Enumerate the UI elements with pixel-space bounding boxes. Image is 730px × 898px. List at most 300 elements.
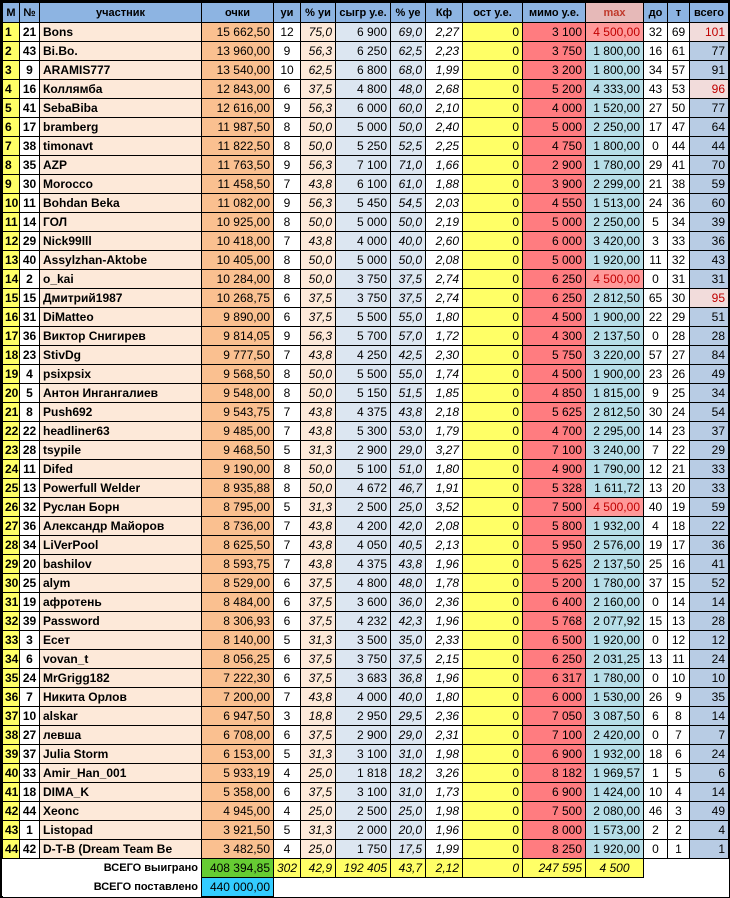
number-cell[interactable]: 33 [20, 764, 40, 783]
miss-total[interactable]: 247 595 [523, 859, 586, 878]
max-cell[interactable]: 2 812,50 [586, 289, 644, 308]
max-cell[interactable]: 2 295,00 [586, 422, 644, 441]
t-cell[interactable]: 21 [668, 460, 690, 479]
ui-cell[interactable]: 9 [274, 99, 301, 118]
pye-cell[interactable]: 60,0 [391, 99, 426, 118]
points-cell[interactable]: 8 529,00 [202, 574, 274, 593]
participant-cell[interactable]: Nick99lll [40, 232, 202, 251]
ui-cell[interactable]: 7 [274, 688, 301, 707]
points-cell[interactable]: 11 082,00 [202, 194, 274, 213]
missed-cell[interactable]: 6 250 [523, 270, 586, 289]
points-cell[interactable]: 3 482,50 [202, 840, 274, 859]
ui-total[interactable]: 302 [274, 859, 301, 878]
points-cell[interactable]: 5 358,00 [202, 783, 274, 802]
ui-cell[interactable]: 8 [274, 137, 301, 156]
number-cell[interactable]: 17 [20, 118, 40, 137]
remaining-cell[interactable]: 0 [463, 327, 523, 346]
remaining-cell[interactable]: 0 [463, 232, 523, 251]
kf-cell[interactable]: 3,26 [426, 764, 463, 783]
rank-cell[interactable]: 13 [3, 251, 20, 270]
remaining-cell[interactable]: 0 [463, 631, 523, 650]
pye-cell[interactable]: 50,0 [391, 118, 426, 137]
remaining-cell[interactable]: 0 [463, 384, 523, 403]
table-row[interactable] [3, 517, 729, 536]
pui-cell[interactable]: 50,0 [301, 251, 336, 270]
pye-cell[interactable]: 37,5 [391, 289, 426, 308]
ui-cell[interactable]: 4 [274, 802, 301, 821]
table-row[interactable] [3, 327, 729, 346]
points-cell[interactable]: 15 662,50 [202, 23, 274, 42]
ui-cell[interactable]: 7 [274, 175, 301, 194]
ui-cell[interactable]: 6 [274, 593, 301, 612]
number-cell[interactable]: 22 [20, 422, 40, 441]
pui-cell[interactable]: 43,8 [301, 232, 336, 251]
number-cell[interactable]: 41 [20, 99, 40, 118]
t-cell[interactable]: 4 [668, 783, 690, 802]
played-cell[interactable]: 3 750 [336, 270, 391, 289]
remaining-cell[interactable]: 0 [463, 42, 523, 61]
number-cell[interactable]: 40 [20, 251, 40, 270]
do-cell[interactable]: 0 [644, 593, 668, 612]
number-cell[interactable]: 44 [20, 802, 40, 821]
max-cell[interactable]: 2 137,50 [586, 555, 644, 574]
played-cell[interactable]: 4 000 [336, 232, 391, 251]
do-cell[interactable]: 14 [644, 422, 668, 441]
max-cell[interactable]: 1 900,00 [586, 308, 644, 327]
ui-cell[interactable]: 9 [274, 42, 301, 61]
max-cell[interactable]: 1 920,00 [586, 631, 644, 650]
table-row[interactable] [3, 365, 729, 384]
max-cell[interactable]: 2 250,00 [586, 118, 644, 137]
number-cell[interactable]: 42 [20, 840, 40, 859]
participant-cell[interactable]: Xeonc [40, 802, 202, 821]
do-cell[interactable]: 26 [644, 688, 668, 707]
points-cell[interactable]: 10 284,00 [202, 270, 274, 289]
t-cell[interactable]: 57 [668, 61, 690, 80]
max-cell[interactable]: 2 031,25 [586, 650, 644, 669]
rank-cell[interactable]: 18 [3, 346, 20, 365]
t-cell[interactable]: 7 [668, 726, 690, 745]
total-cell[interactable]: 49 [690, 802, 729, 821]
rank-cell[interactable]: 1 [3, 23, 20, 42]
pui-cell[interactable]: 50,0 [301, 460, 336, 479]
table-row[interactable] [3, 764, 729, 783]
max-cell[interactable]: 2 299,00 [586, 175, 644, 194]
kf-cell[interactable]: 1,91 [426, 479, 463, 498]
total-cell[interactable]: 44 [690, 137, 729, 156]
total-cell[interactable]: 64 [690, 118, 729, 137]
header-col-points[interactable]: очки [202, 3, 274, 23]
table-row[interactable] [3, 726, 729, 745]
max-cell[interactable]: 2 576,00 [586, 536, 644, 555]
pye-cell[interactable]: 48,0 [391, 80, 426, 99]
total-cell[interactable]: 14 [690, 707, 729, 726]
remaining-cell[interactable]: 0 [463, 99, 523, 118]
t-cell[interactable]: 17 [668, 536, 690, 555]
participant-cell[interactable]: tsypile [40, 441, 202, 460]
t-cell[interactable]: 13 [668, 612, 690, 631]
points-cell[interactable]: 9 543,75 [202, 403, 274, 422]
number-cell[interactable]: 32 [20, 498, 40, 517]
do-cell[interactable]: 27 [644, 99, 668, 118]
ui-cell[interactable]: 6 [274, 650, 301, 669]
ui-cell[interactable]: 12 [274, 23, 301, 42]
played-cell[interactable]: 3 750 [336, 650, 391, 669]
played-cell[interactable]: 5 700 [336, 327, 391, 346]
played-cell[interactable]: 2 500 [336, 498, 391, 517]
max-cell[interactable]: 1 815,00 [586, 384, 644, 403]
header-col-do[interactable]: до [644, 3, 668, 23]
max-cell[interactable]: 1 530,00 [586, 688, 644, 707]
pye-total[interactable]: 43,7 [391, 859, 426, 878]
do-cell[interactable]: 3 [644, 232, 668, 251]
number-cell[interactable]: 34 [20, 536, 40, 555]
played-cell[interactable]: 4 800 [336, 80, 391, 99]
table-row[interactable] [3, 555, 729, 574]
max-cell[interactable]: 1 780,00 [586, 574, 644, 593]
total-cell[interactable]: 77 [690, 99, 729, 118]
t-cell[interactable]: 41 [668, 156, 690, 175]
number-cell[interactable]: 39 [20, 612, 40, 631]
points-cell[interactable]: 11 763,50 [202, 156, 274, 175]
kf-cell[interactable]: 2,60 [426, 232, 463, 251]
do-cell[interactable]: 37 [644, 574, 668, 593]
rank-cell[interactable]: 20 [3, 384, 20, 403]
points-cell[interactable]: 6 153,00 [202, 745, 274, 764]
number-cell[interactable]: 20 [20, 555, 40, 574]
do-cell[interactable]: 5 [644, 213, 668, 232]
kf-cell[interactable]: 1,72 [426, 327, 463, 346]
pui-cell[interactable]: 37,5 [301, 593, 336, 612]
max-cell[interactable]: 1 900,00 [586, 365, 644, 384]
missed-cell[interactable]: 7 500 [523, 802, 586, 821]
do-cell[interactable]: 12 [644, 460, 668, 479]
played-cell[interactable]: 4 050 [336, 536, 391, 555]
number-cell[interactable]: 27 [20, 726, 40, 745]
played-total[interactable]: 192 405 [336, 859, 391, 878]
pui-cell[interactable]: 37,5 [301, 783, 336, 802]
kf-cell[interactable]: 2,74 [426, 289, 463, 308]
pui-cell[interactable]: 25,0 [301, 802, 336, 821]
ui-cell[interactable]: 7 [274, 403, 301, 422]
rank-cell[interactable]: 42 [3, 802, 20, 821]
do-cell[interactable]: 9 [644, 384, 668, 403]
t-cell[interactable]: 50 [668, 99, 690, 118]
do-cell[interactable]: 21 [644, 175, 668, 194]
pui-cell[interactable]: 43,8 [301, 422, 336, 441]
max-cell[interactable]: 4 500,00 [586, 498, 644, 517]
max-cell[interactable]: 1 800,00 [586, 61, 644, 80]
pye-cell[interactable]: 69,0 [391, 23, 426, 42]
rank-cell[interactable]: 43 [3, 821, 20, 840]
kf-cell[interactable]: 2,13 [426, 536, 463, 555]
kf-cell[interactable]: 1,88 [426, 175, 463, 194]
number-cell[interactable]: 4 [20, 365, 40, 384]
table-row[interactable] [3, 42, 729, 61]
missed-cell[interactable]: 5 000 [523, 213, 586, 232]
points-cell[interactable]: 11 987,50 [202, 118, 274, 137]
pui-cell[interactable]: 50,0 [301, 137, 336, 156]
max-cell[interactable]: 1 800,00 [586, 137, 644, 156]
remaining-cell[interactable]: 0 [463, 479, 523, 498]
t-cell[interactable]: 44 [668, 137, 690, 156]
pui-cell[interactable]: 50,0 [301, 270, 336, 289]
number-cell[interactable]: 11 [20, 460, 40, 479]
participant-cell[interactable]: ARAMIS777 [40, 61, 202, 80]
rank-cell[interactable]: 2 [3, 42, 20, 61]
number-cell[interactable]: 16 [20, 80, 40, 99]
missed-cell[interactable]: 5 950 [523, 536, 586, 555]
pui-cell[interactable]: 43,8 [301, 536, 336, 555]
rank-cell[interactable]: 25 [3, 479, 20, 498]
table-row[interactable] [3, 479, 729, 498]
pye-cell[interactable]: 36,0 [391, 593, 426, 612]
won-value[interactable]: 408 394,85 [202, 859, 274, 878]
remaining-cell[interactable]: 0 [463, 498, 523, 517]
number-cell[interactable]: 24 [20, 669, 40, 688]
max-cell[interactable]: 1 800,00 [586, 42, 644, 61]
do-cell[interactable]: 16 [644, 42, 668, 61]
rank-cell[interactable]: 10 [3, 194, 20, 213]
pui-cell[interactable]: 37,5 [301, 308, 336, 327]
number-cell[interactable]: 29 [20, 232, 40, 251]
played-cell[interactable]: 2 500 [336, 802, 391, 821]
total-cell[interactable]: 37 [690, 422, 729, 441]
remaining-cell[interactable]: 0 [463, 802, 523, 821]
do-cell[interactable]: 19 [644, 536, 668, 555]
rank-cell[interactable]: 32 [3, 612, 20, 631]
pui-cell[interactable]: 37,5 [301, 612, 336, 631]
kf-cell[interactable]: 1,98 [426, 802, 463, 821]
pye-cell[interactable]: 50,0 [391, 251, 426, 270]
pye-cell[interactable]: 36,8 [391, 669, 426, 688]
remaining-cell[interactable]: 0 [463, 441, 523, 460]
played-cell[interactable]: 1 750 [336, 840, 391, 859]
missed-cell[interactable]: 4 900 [523, 460, 586, 479]
missed-cell[interactable]: 6 250 [523, 289, 586, 308]
table-row[interactable] [3, 175, 729, 194]
total-cell[interactable]: 52 [690, 574, 729, 593]
number-cell[interactable]: 43 [20, 42, 40, 61]
max-cell[interactable]: 1 920,00 [586, 251, 644, 270]
total-cell[interactable]: 49 [690, 365, 729, 384]
kf-cell[interactable]: 1,85 [426, 384, 463, 403]
ui-cell[interactable]: 9 [274, 327, 301, 346]
played-cell[interactable]: 3 500 [336, 631, 391, 650]
header-col-number[interactable]: № [20, 3, 40, 23]
table-row[interactable] [3, 631, 729, 650]
header-col-participant[interactable]: участник [40, 3, 202, 23]
max-cell[interactable]: 1 932,00 [586, 517, 644, 536]
pye-cell[interactable]: 17,5 [391, 840, 426, 859]
kf-cell[interactable]: 2,23 [426, 42, 463, 61]
max-cell[interactable]: 2 080,00 [586, 802, 644, 821]
t-cell[interactable]: 69 [668, 23, 690, 42]
rank-cell[interactable]: 41 [3, 783, 20, 802]
t-cell[interactable]: 6 [668, 745, 690, 764]
pye-cell[interactable]: 68,0 [391, 61, 426, 80]
pui-cell[interactable]: 25,0 [301, 764, 336, 783]
remaining-cell[interactable]: 0 [463, 707, 523, 726]
rank-cell[interactable]: 15 [3, 289, 20, 308]
participant-cell[interactable]: bramberg [40, 118, 202, 137]
t-cell[interactable]: 29 [668, 308, 690, 327]
ui-cell[interactable]: 5 [274, 441, 301, 460]
ui-cell[interactable]: 7 [274, 422, 301, 441]
total-cell[interactable]: 24 [690, 650, 729, 669]
played-cell[interactable]: 6 900 [336, 23, 391, 42]
ui-cell[interactable]: 8 [274, 479, 301, 498]
table-row[interactable] [3, 61, 729, 80]
missed-cell[interactable]: 8 000 [523, 821, 586, 840]
kf-cell[interactable]: 1,96 [426, 669, 463, 688]
missed-cell[interactable]: 5 200 [523, 80, 586, 99]
played-cell[interactable]: 4 672 [336, 479, 391, 498]
participant-cell[interactable]: Bi.Bo. [40, 42, 202, 61]
rank-cell[interactable]: 9 [3, 175, 20, 194]
ui-cell[interactable]: 8 [274, 251, 301, 270]
pui-cell[interactable]: 43,8 [301, 346, 336, 365]
remaining-cell[interactable]: 0 [463, 460, 523, 479]
t-cell[interactable]: 12 [668, 631, 690, 650]
ui-cell[interactable]: 7 [274, 536, 301, 555]
points-cell[interactable]: 10 925,00 [202, 213, 274, 232]
t-cell[interactable]: 36 [668, 194, 690, 213]
total-cell[interactable]: 4 [690, 821, 729, 840]
header-col-total[interactable]: всего [690, 3, 729, 23]
number-cell[interactable]: 2 [20, 270, 40, 289]
pui-cell[interactable]: 43,8 [301, 688, 336, 707]
total-cell[interactable]: 7 [690, 726, 729, 745]
participant-cell[interactable]: Bohdan Beka [40, 194, 202, 213]
kf-cell[interactable]: 2,08 [426, 251, 463, 270]
max-cell[interactable]: 2 160,00 [586, 593, 644, 612]
missed-cell[interactable]: 6 317 [523, 669, 586, 688]
total-cell[interactable]: 29 [690, 441, 729, 460]
remaining-cell[interactable]: 0 [463, 517, 523, 536]
do-cell[interactable]: 0 [644, 726, 668, 745]
table-row[interactable] [3, 137, 729, 156]
total-cell[interactable]: 35 [690, 688, 729, 707]
rank-cell[interactable]: 40 [3, 764, 20, 783]
table-row[interactable] [3, 346, 729, 365]
pye-cell[interactable]: 31,0 [391, 745, 426, 764]
pui-cell[interactable]: 25,0 [301, 840, 336, 859]
table-row[interactable] [3, 498, 729, 517]
participant-cell[interactable]: SebaBiba [40, 99, 202, 118]
participant-cell[interactable]: Listopad [40, 821, 202, 840]
max-cell[interactable]: 1 780,00 [586, 669, 644, 688]
played-cell[interactable]: 1 818 [336, 764, 391, 783]
max-cell[interactable]: 2 137,50 [586, 327, 644, 346]
played-cell[interactable]: 3 600 [336, 593, 391, 612]
ui-cell[interactable]: 5 [274, 821, 301, 840]
kf-cell[interactable]: 2,15 [426, 650, 463, 669]
kf-cell[interactable]: 2,18 [426, 403, 463, 422]
pye-cell[interactable]: 52,5 [391, 137, 426, 156]
pye-cell[interactable]: 37,5 [391, 270, 426, 289]
pui-cell[interactable]: 37,5 [301, 726, 336, 745]
kf-cell[interactable]: 2,36 [426, 707, 463, 726]
do-cell[interactable]: 43 [644, 80, 668, 99]
max-cell[interactable]: 1 780,00 [586, 156, 644, 175]
pye-cell[interactable]: 62,5 [391, 42, 426, 61]
t-cell[interactable]: 26 [668, 365, 690, 384]
number-cell[interactable]: 25 [20, 574, 40, 593]
participant-cell[interactable]: alym [40, 574, 202, 593]
pye-cell[interactable]: 40,0 [391, 688, 426, 707]
ui-cell[interactable]: 8 [274, 365, 301, 384]
number-cell[interactable]: 28 [20, 441, 40, 460]
table-row[interactable] [3, 669, 729, 688]
table-row[interactable] [3, 707, 729, 726]
header-col-t[interactable]: т [668, 3, 690, 23]
rank-cell[interactable]: 21 [3, 403, 20, 422]
points-cell[interactable]: 9 548,00 [202, 384, 274, 403]
participant-cell[interactable]: psixpsix [40, 365, 202, 384]
rank-cell[interactable]: 35 [3, 669, 20, 688]
played-cell[interactable]: 4 000 [336, 688, 391, 707]
header-col-played[interactable]: сыгр у.е. [336, 3, 391, 23]
total-cell[interactable]: 43 [690, 251, 729, 270]
participant-cell[interactable]: Password [40, 612, 202, 631]
kf-cell[interactable]: 1,73 [426, 783, 463, 802]
pui-cell[interactable]: 56,3 [301, 99, 336, 118]
rank-cell[interactable]: 14 [3, 270, 20, 289]
max-cell[interactable]: 1 611,72 [586, 479, 644, 498]
number-cell[interactable]: 21 [20, 23, 40, 42]
kf-cell[interactable]: 3,27 [426, 441, 463, 460]
total-cell[interactable]: 59 [690, 175, 729, 194]
kf-cell[interactable]: 1,96 [426, 612, 463, 631]
participant-cell[interactable]: левша [40, 726, 202, 745]
pui-cell[interactable]: 31,3 [301, 631, 336, 650]
do-cell[interactable]: 18 [644, 745, 668, 764]
ui-cell[interactable]: 8 [274, 270, 301, 289]
pui-cell[interactable]: 50,0 [301, 365, 336, 384]
table-row[interactable] [3, 802, 729, 821]
pui-cell[interactable]: 43,8 [301, 403, 336, 422]
rank-cell[interactable]: 37 [3, 707, 20, 726]
missed-cell[interactable]: 4 850 [523, 384, 586, 403]
table-row[interactable] [3, 840, 729, 859]
number-cell[interactable]: 7 [20, 688, 40, 707]
points-cell[interactable]: 13 540,00 [202, 61, 274, 80]
pye-cell[interactable]: 51,0 [391, 460, 426, 479]
missed-cell[interactable]: 5 328 [523, 479, 586, 498]
table-row[interactable] [3, 403, 729, 422]
header-col-pui[interactable]: % уи [301, 3, 336, 23]
do-cell[interactable]: 2 [644, 821, 668, 840]
pui-cell[interactable]: 37,5 [301, 669, 336, 688]
played-cell[interactable]: 4 250 [336, 346, 391, 365]
points-cell[interactable]: 9 485,00 [202, 422, 274, 441]
played-cell[interactable]: 5 500 [336, 365, 391, 384]
remaining-cell[interactable]: 0 [463, 118, 523, 137]
ui-cell[interactable]: 5 [274, 631, 301, 650]
missed-cell[interactable]: 5 750 [523, 346, 586, 365]
total-cell[interactable]: 14 [690, 593, 729, 612]
total-cell[interactable]: 36 [690, 536, 729, 555]
t-cell[interactable]: 25 [668, 384, 690, 403]
played-cell[interactable]: 4 800 [336, 574, 391, 593]
pui-cell[interactable]: 43,8 [301, 175, 336, 194]
remaining-cell[interactable]: 0 [463, 251, 523, 270]
played-cell[interactable]: 3 100 [336, 745, 391, 764]
total-cell[interactable]: 59 [690, 498, 729, 517]
do-cell[interactable]: 10 [644, 783, 668, 802]
pye-cell[interactable]: 61,0 [391, 175, 426, 194]
